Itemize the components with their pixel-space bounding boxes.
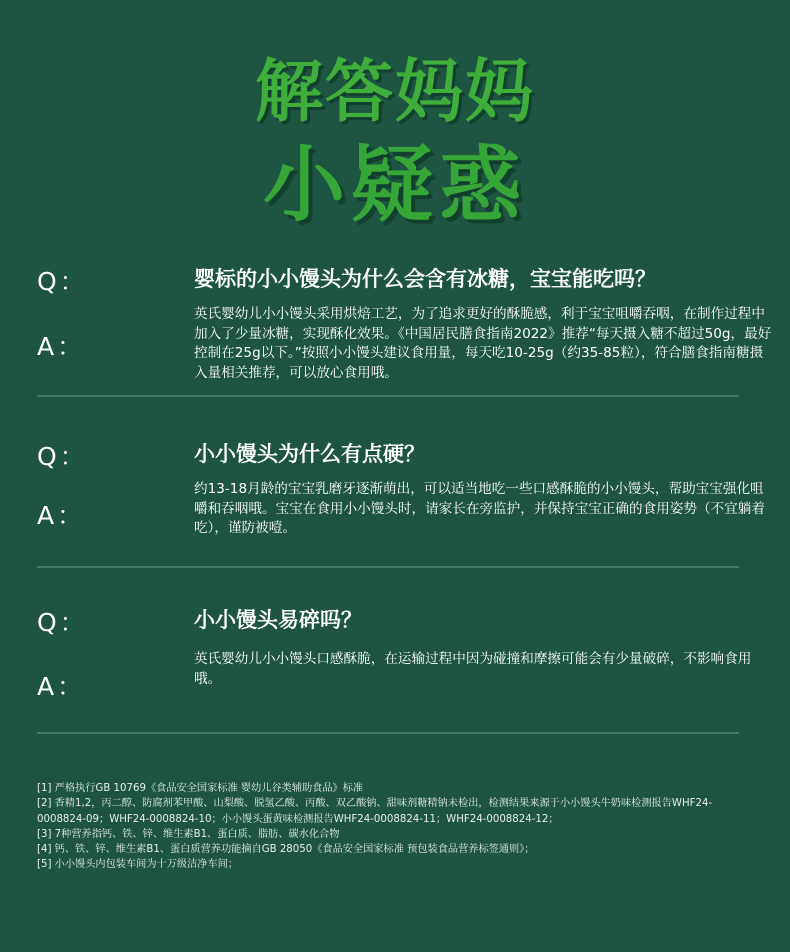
footnotes bbox=[37, 781, 757, 873]
footnote-3: [3] 7种营养指钙、铁、锌、维生素B1、蛋白质、脂肪、碳水化合物 bbox=[37, 828, 340, 840]
question-text: 小小馒头为什么有点硬？ bbox=[194, 442, 425, 466]
answer-label: A： bbox=[37, 672, 86, 701]
divider bbox=[37, 732, 739, 734]
question-label: Q： bbox=[37, 608, 88, 637]
answer-text: 英氏婴幼儿小小馒头口感酥脆，在运输过程中因为碰撞和摩擦可能会有少量破碎，不影响食用哦。 bbox=[194, 651, 752, 687]
question-label: Q： bbox=[37, 442, 88, 471]
question-label: Q： bbox=[37, 267, 88, 296]
divider bbox=[37, 566, 739, 568]
footnote-5: [5] 小小馒头内包装车间为十万级洁净车间； bbox=[37, 859, 239, 871]
footnote-2: [2] 香精1,2，丙二醇、防腐剂苯甲酸、山梨酸、脱氢乙酸、丙酸、双乙酸钠、甜味剂糖精钠未检出，检测结果来源于小小馒头牛奶味检测报告WHF24-0008824-09；WHF24-0008824-10；小小馒头蛋黄味检测报告WHF24-0008824-11；WHF24-0008824-12； bbox=[37, 798, 713, 825]
footnote-1: [1] 严格执行GB 10769《食品安全国家标准 婴幼儿谷类辅助食品》标准 bbox=[37, 783, 364, 794]
divider bbox=[37, 395, 739, 397]
question-text: 小小馒头易碎吗？ bbox=[194, 608, 362, 632]
answer-text: 英氏婴幼儿小小馒头采用烘焙工艺，为了追求更好的酥脆感，利于宝宝咀嚼吞咽，在制作过程中加入了少量冰糖，实现酥化效果。《中国居民膳食指南2022》推荐“每天摄入糖不超过50g，最好控制在25g以下。”按照小小馒头建议食用量，每天吃10-25g（约35-85粒），符合膳食指南糖摄入量相关推荐，可以放心食用哦。 bbox=[194, 306, 772, 381]
answer-label: A： bbox=[37, 332, 86, 361]
footnote-4: [4] 钙、铁、锌、维生素B1、蛋白质营养功能摘自GB 28050《食品安全国家标准 预包装食品营养标签通则》； bbox=[37, 844, 535, 856]
page-title-line2: 小疑惑 bbox=[262, 137, 527, 233]
answer-text: 约13-18月龄的宝宝乳磨牙逐渐萌出，可以适当地吃一些口感酥脆的小小馒头，帮助宝宝强化咀嚼和吞咽哦。宝宝在食用小小馒头时，请家长在旁监护，并保持宝宝正确的食用姿势（不宜躺着吃），谨防被噎。 bbox=[194, 481, 765, 536]
page-title-line1: 解答妈妈 bbox=[254, 53, 535, 132]
question-text: 婴标的小小馒头为什么会含有冰糖，宝宝能吃吗？ bbox=[194, 267, 656, 291]
answer-label: A： bbox=[37, 501, 86, 530]
